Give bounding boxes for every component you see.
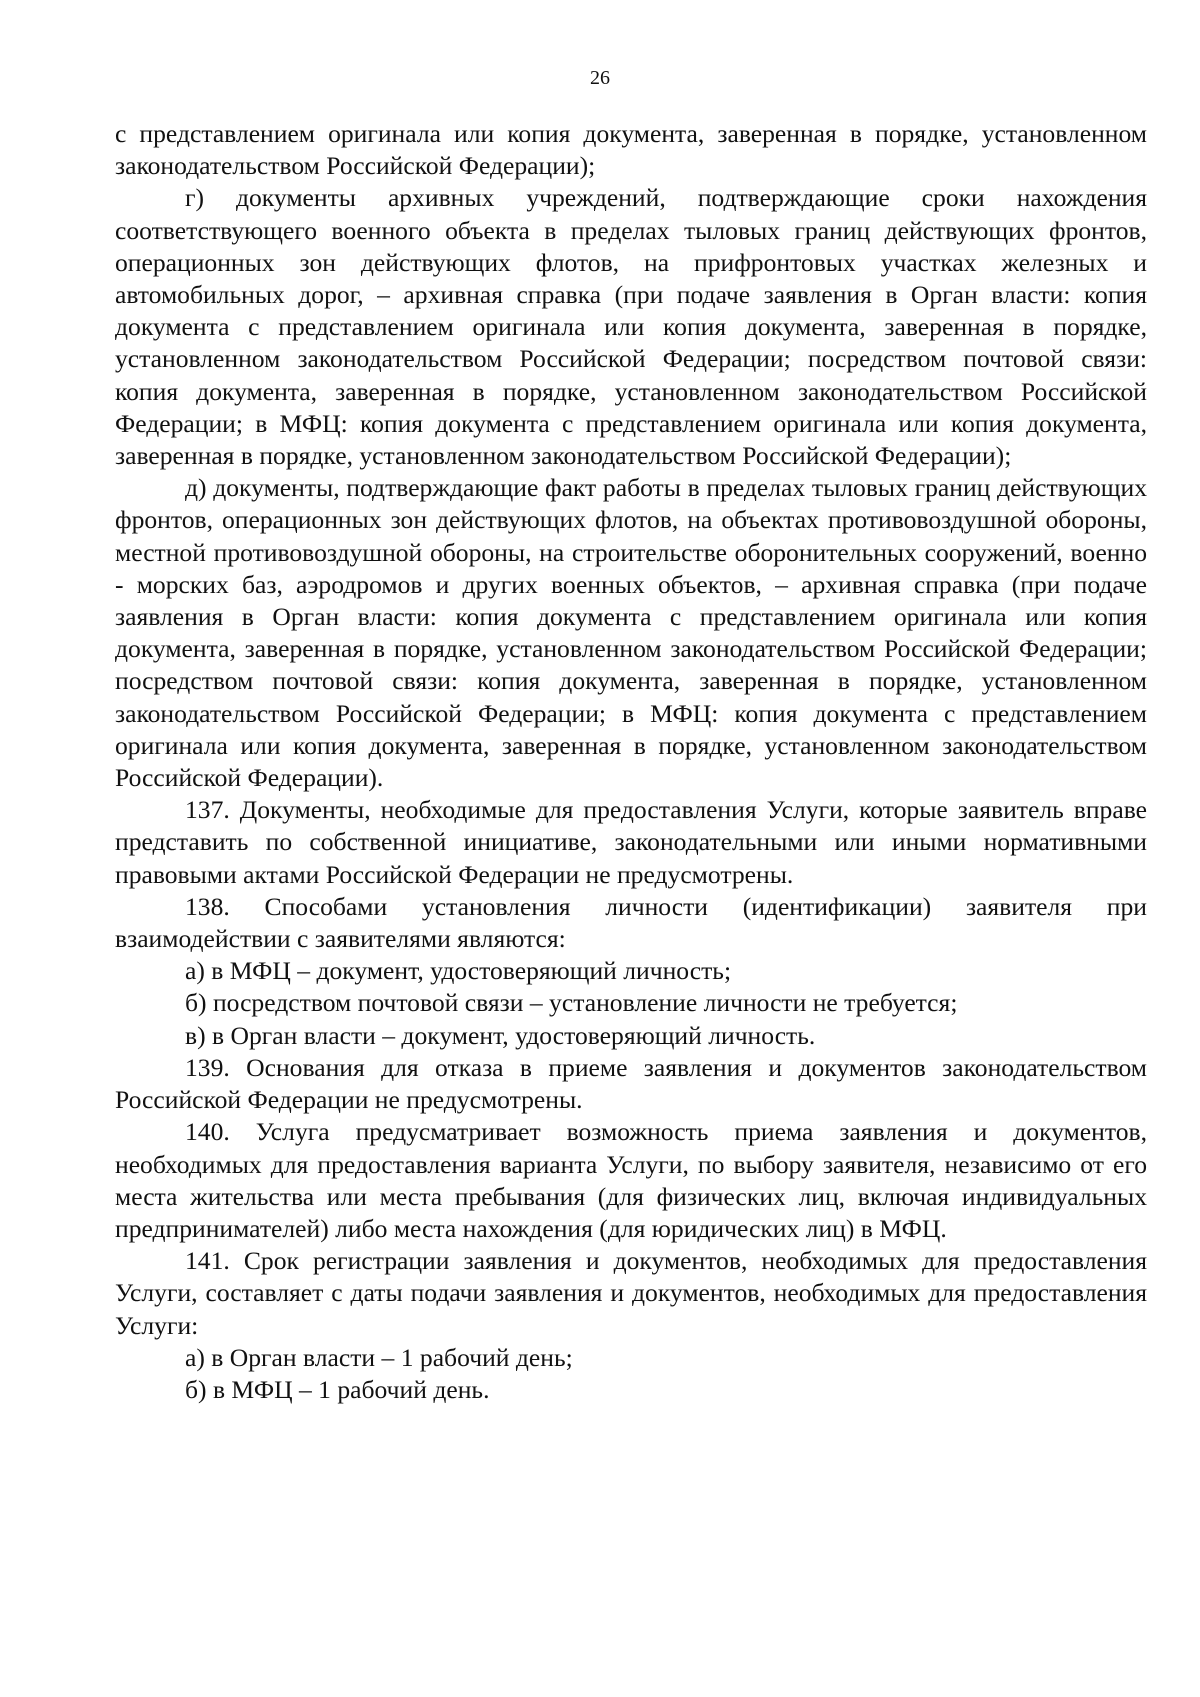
paragraph-141-a: а) в Орган власти – 1 рабочий день; bbox=[185, 1342, 573, 1372]
paragraph-item-g: г) документы архивных учреждений, подтверждающие сроки нахождения соответствующего военного объекта в пределах тыловых границ действующих фронтов, операционных зон действующих флотов, на прифронтовых участках железных и автомобильных дорог, – архивная справка (при подаче заявления в Орган власти: копия документа с представлением оригинала или копия документа, заверенная в порядке, установленном законодательством Российской Федерации; посредством почтовой связи: копия документа, заверенная в порядке, установленном законодательством Российской Федерации; в МФЦ: копия документа с представлением оригинала или копия документа, заверенная в порядке, установленном законодательством Российской Федерации); bbox=[115, 183, 1147, 471]
document-body bbox=[115, 118, 1147, 1406]
page-number: 26 bbox=[590, 67, 610, 89]
paragraph-140: 140. Услуга предусматривает возможность приема заявления и документов, необходимых для предоставления варианта Услуги, по выбору заявителя, независимо от его места жительства или места пребывания (для физических лиц, включая индивидуальных предпринимателей) либо места нахождения (для юридических лиц) в МФЦ. bbox=[115, 1117, 1147, 1243]
paragraph-138: 138. Способами установления личности (идентификации) заявителя при взаимодействии с заявителями являются: bbox=[115, 891, 1147, 954]
paragraph-137: 137. Документы, необходимые для предоставления Услуги, которые заявитель вправе представить по собственной инициативе, законодательными или иными нормативными правовыми актами Российской Федерации не предусмотрены. bbox=[115, 795, 1147, 889]
paragraph-139: 139. Основания для отказа в приеме заявления и документов законодательством Российской Федерации не предусмотрены. bbox=[115, 1052, 1147, 1115]
paragraph-138-v: в) в Орган власти – документ, удостоверяющий личность. bbox=[185, 1020, 816, 1050]
paragraph-141-b: б) в МФЦ – 1 рабочий день. bbox=[185, 1374, 490, 1404]
paragraph-138-a: а) в МФЦ – документ, удостоверяющий личность; bbox=[185, 956, 732, 986]
paragraph-138-b: б) посредством почтовой связи – установление личности не требуется; bbox=[185, 988, 958, 1018]
paragraph-item-d: д) документы, подтверждающие факт работы в пределах тыловых границ действующих фронтов, операционных зон действующих флотов, на объектах противовоздушной обороны, местной противовоздушной обороны, на строительстве оборонительных сооружений, военно - морских баз, аэродромов и других военных объектов, – архивная справка (при подаче заявления в Орган власти: копия документа с представлением оригинала или копия документа, заверенная в порядке, установленном законодательством Российской Федерации; посредством почтовой связи: копия документа, заверенная в порядке, установленном законодательством Российской Федерации; в МФЦ: копия документа с представлением оригинала или копия документа, заверенная в порядке, установленном законодательством Российской Федерации). bbox=[115, 473, 1147, 793]
paragraph-141: 141. Срок регистрации заявления и документов, необходимых для предоставления Услуги, составляет с даты подачи заявления и документов, необходимых для предоставления Услуги: bbox=[115, 1246, 1147, 1340]
paragraph-continuation: с представлением оригинала или копия документа, заверенная в порядке, установленном законодательством Российской Федерации); bbox=[115, 119, 1147, 181]
